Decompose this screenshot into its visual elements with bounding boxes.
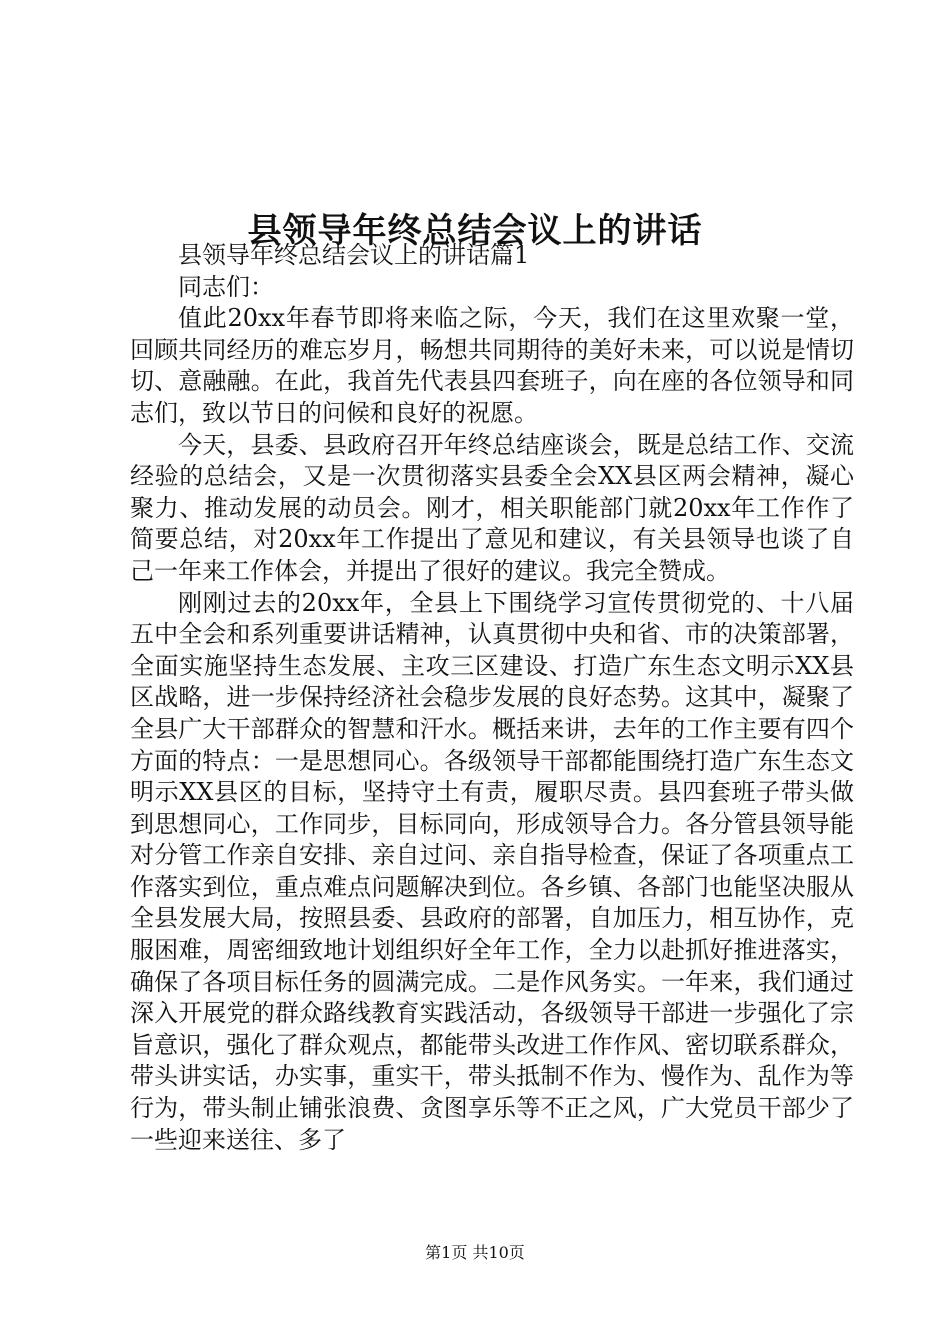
page-indicator: 第1页 共10页 (425, 1243, 525, 1262)
salutation: 同志们： (178, 272, 274, 301)
paragraph-meeting-purpose: 今天，县委、县政府召开年终总结座谈会，既是总结工作、交流经验的总结会，又是一次贯彻落实县委全会XX县区两会精神，凝心聚力、推动发展的动员会。刚才，相关职能部门就20xx年工作作了简要总结，对20xx年工作提出了意见和建议，有关县领导也谈了自己一年来工作体会，并提出了很好的建议。我完全赞成。 (130, 430, 854, 585)
paragraph-greeting: 值此20xx年春节即将来临之际，今天，我们在这里欢聚一堂，回顾共同经历的难忘岁月，畅想共同期待的美好未来，可以说是情切切、意融融。在此，我首先代表县四套班子，向在座的各位领导和同志们，致以节日的问候和良好的祝愿。 (130, 304, 854, 427)
section-heading: 县领导年终总结会议上的讲话篇1 (178, 241, 530, 269)
document-body (130, 240, 854, 1156)
document-title: 县领导年终总结会议上的讲话 (247, 210, 703, 251)
paragraph-year-review: 刚刚过去的20xx年，全县上下围绕学习宣传贯彻党的、十八届五中全会和系列重要讲话精神，认真贯彻中央和省、市的决策部署，全面实施坚持生态发展、主攻三区建设、打造广东生态文明示XX县区战略，进一步保持经济社会稳步发展的良好态势。这其中，凝聚了全县广大干部群众的智慧和汗水。概括来讲，去年的工作主要有四个方面的特点：一是思想同心。各级领导干部都能围绕打造广东生态文明示XX县区的目标，坚持守土有责，履职尽责。县四套班子带头做到思想同心，工作同步，目标同向，形成领导合力。各分管县领导能对分管工作亲自安排、亲自过问、亲自指导检查，保证了各项重点工作落实到位，重点难点问题解决到位。各乡镇、各部门也能坚决服从全县发展大局，按照县委、县政府的部署，自加压力，相互协作，克服困难，周密细致地计划组织好全年工作，全力以赴抓好推进落实，确保了各项目标任务的圆满完成。二是作风务实。一年来，我们通过深入开展党的群众路线教育实践活动，各级领导干部进一步强化了宗旨意识，强化了群众观点，都能带头改进工作作风、密切联系群众，带头讲实话，办实事，重实干，带头抵制不作为、慢作为、乱作为等行为，带头制止铺张浪费、贪图享乐等不正之风，广大党员干部少了一些迎来送往、多了 (130, 588, 854, 1154)
